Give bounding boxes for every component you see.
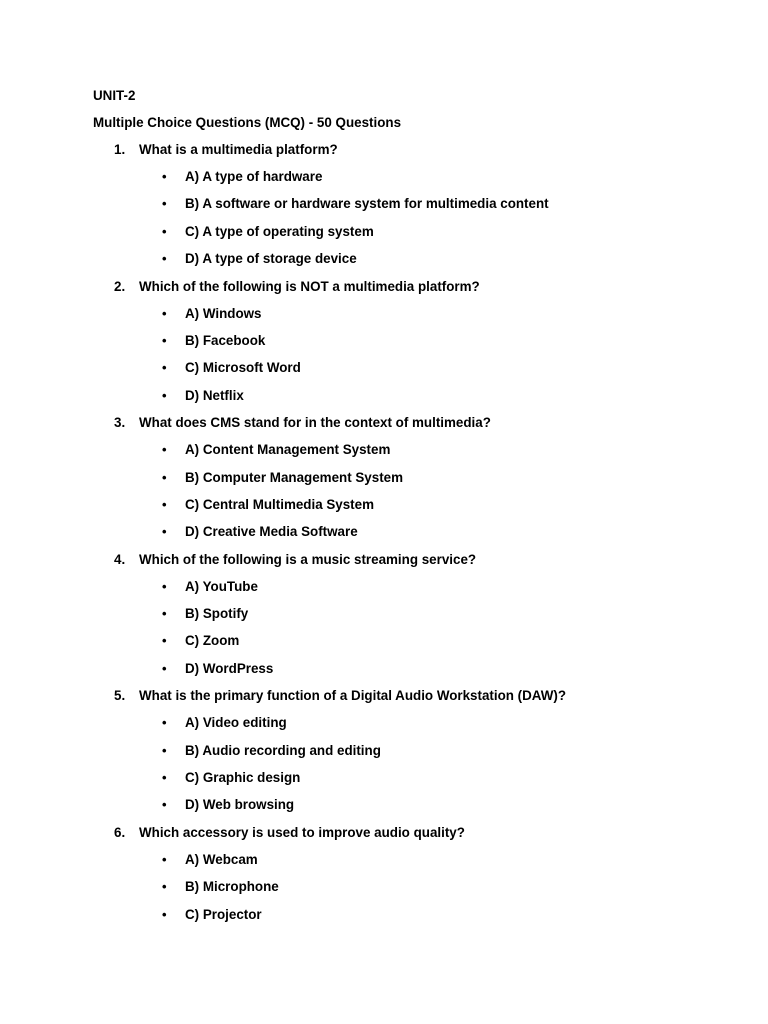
bullet-icon: • (162, 496, 167, 512)
unit-heading: UNIT-2 (93, 88, 136, 103)
option-item (93, 850, 733, 870)
question-2 (93, 277, 733, 297)
option-text: B) Spotify (185, 606, 249, 622)
option-text: C) Graphic design (185, 770, 301, 786)
question-number: 1. (114, 142, 126, 157)
option-item (93, 768, 733, 788)
option-text: C) Microsoft Word (185, 360, 301, 376)
option-text: D) Creative Media Software (185, 524, 358, 540)
option-text: C) Projector (185, 906, 262, 922)
option-text: A) Windows (185, 305, 262, 321)
bullet-icon: • (162, 251, 167, 267)
bullet-icon: • (162, 387, 167, 403)
option-text: B) Audio recording and editing (185, 742, 381, 758)
option-item (93, 222, 733, 242)
bullet-icon: • (162, 524, 167, 540)
bullet-icon: • (162, 169, 167, 184)
question-text: Which accessory is used to improve audio quality? (139, 824, 465, 840)
option-item (93, 631, 733, 651)
bullet-icon: • (162, 360, 167, 376)
option-item (93, 659, 733, 679)
option-text: A) Video editing (185, 715, 287, 731)
question-number: 4. (114, 551, 126, 567)
option-text: B) Facebook (185, 332, 266, 348)
bullet-icon: • (162, 851, 167, 867)
bullet-icon: • (162, 332, 167, 348)
option-item (93, 604, 733, 624)
question-6 (93, 823, 733, 843)
option-item (93, 495, 733, 515)
option-text: C) Zoom (185, 633, 240, 649)
option-item (93, 304, 733, 324)
option-text: D) Web browsing (185, 797, 295, 813)
question-number: 3. (114, 415, 126, 431)
option-item (93, 877, 733, 897)
option-text: A) Webcam (185, 851, 258, 867)
bullet-icon: • (162, 196, 167, 212)
bullet-icon: • (162, 469, 167, 485)
option-text: C) Central Multimedia System (185, 496, 374, 512)
option-text: A) Content Management System (185, 442, 391, 458)
option-item (93, 249, 733, 269)
option-text: B) Computer Management System (185, 469, 404, 485)
option-item (93, 522, 733, 542)
option-item (93, 577, 733, 597)
option-item (93, 713, 733, 733)
bullet-icon: • (162, 742, 167, 758)
question-text: What is a multimedia platform? (139, 142, 338, 157)
bullet-icon: • (162, 797, 167, 813)
option-text: D) A type of storage device (185, 251, 357, 267)
question-5 (93, 686, 733, 706)
document-content (93, 86, 733, 932)
bullet-icon: • (162, 660, 167, 676)
option-item (93, 358, 733, 378)
option-item (93, 440, 733, 460)
option-item (93, 331, 733, 351)
bullet-icon: • (162, 578, 167, 594)
option-item (93, 741, 733, 761)
question-number: 2. (114, 278, 126, 294)
question-text: What is the primary function of a Digital Audio Workstation (DAW)? (139, 688, 567, 704)
option-item (93, 795, 733, 815)
bullet-icon: • (162, 906, 167, 922)
question-number: 6. (114, 824, 126, 840)
bullet-icon: • (162, 770, 167, 786)
question-3 (93, 413, 733, 433)
bullet-icon: • (162, 633, 167, 649)
option-text: B) A software or hardware system for multimedia content (185, 196, 549, 212)
option-item (93, 167, 733, 187)
question-number: 5. (114, 688, 126, 704)
option-item (93, 386, 733, 406)
question-text: Which of the following is a music streaming service? (139, 551, 477, 567)
question-1 (93, 140, 733, 160)
bullet-icon: • (162, 606, 167, 622)
option-text: B) Microphone (185, 879, 279, 895)
option-item (93, 905, 733, 925)
bullet-icon: • (162, 879, 167, 895)
option-text: A) A type of hardware (185, 169, 323, 184)
question-text: What does CMS stand for in the context of multimedia? (139, 415, 491, 431)
option-text: D) WordPress (185, 660, 274, 676)
bullet-icon: • (162, 442, 167, 458)
bullet-icon: • (162, 223, 167, 239)
option-item (93, 468, 733, 488)
option-item (93, 194, 733, 214)
bullet-icon: • (162, 305, 167, 321)
option-text: C) A type of operating system (185, 223, 374, 239)
option-text: D) Netflix (185, 387, 244, 403)
option-text: A) YouTube (185, 578, 258, 594)
question-4 (93, 550, 733, 570)
bullet-icon: • (162, 715, 167, 731)
mcq-subtitle: Multiple Choice Questions (MCQ) - 50 Questions (93, 115, 402, 130)
question-text: Which of the following is NOT a multimedia platform? (139, 278, 480, 294)
